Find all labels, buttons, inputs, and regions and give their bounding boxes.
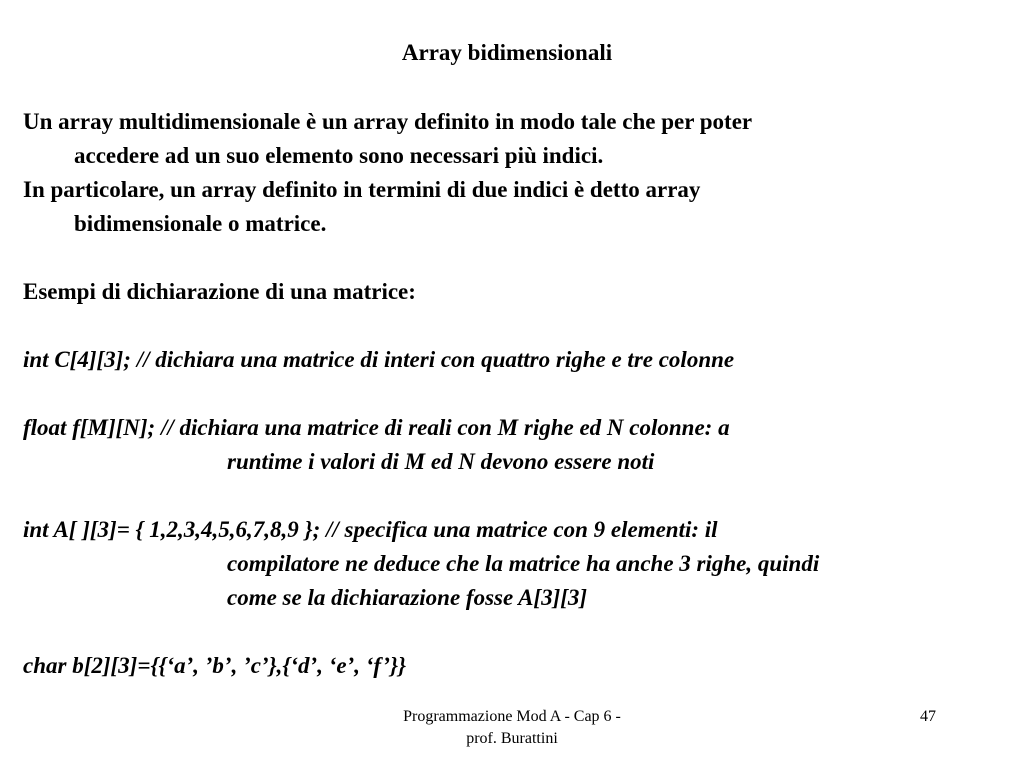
examples-heading: Esempi di dichiarazione di una matrice: (23, 279, 416, 304)
matrix-definition-line-2: bidimensionale o matrice. (74, 211, 327, 236)
example-line: float f[M][N]; // dichiara una matrice di reali con M righe ed N colonne: a (23, 415, 730, 440)
footer-course-line-2: prof. Burattini (466, 730, 558, 747)
example-initialized-matrix (23, 513, 1003, 615)
example-char-matrix (23, 649, 1003, 683)
footer-course-info (350, 706, 674, 750)
example-int-matrix (23, 343, 1003, 377)
page-number: 47 (920, 708, 936, 725)
example-line: char b[2][3]={{‘a’, ’b’, ’c’},{‘d’, ‘e’, ‘f’}} (23, 653, 406, 678)
matrix-definition-paragraph (23, 173, 983, 241)
example-continuation-line: runtime i valori di M ed N devono essere noti (227, 449, 655, 474)
definition-paragraph (23, 105, 983, 173)
example-float-matrix (23, 411, 1003, 479)
slide-title: Array bidimensionali (401, 40, 613, 65)
definition-line-1: Un array multidimensionale è un array definito in modo tale che per poter (23, 109, 753, 134)
definition-line-2: accedere ad un suo elemento sono necessari più indici. (74, 143, 604, 168)
matrix-definition-line-1: In particolare, un array definito in termini di due indici è detto array (23, 177, 701, 202)
example-line: int C[4][3]; // dichiara una matrice di interi con quattro righe e tre colonne (23, 347, 735, 372)
footer-course-line-1: Programmazione Mod A - Cap 6 - (403, 708, 621, 725)
example-continuation-line: come se la dichiarazione fosse A[3][3] (227, 585, 588, 610)
example-line: int A[ ][3]= { 1,2,3,4,5,6,7,8,9 }; // specifica una matrice con 9 elementi: il (23, 517, 718, 542)
example-continuation-line: compilatore ne deduce che la matrice ha anche 3 righe, quindi (227, 551, 820, 576)
